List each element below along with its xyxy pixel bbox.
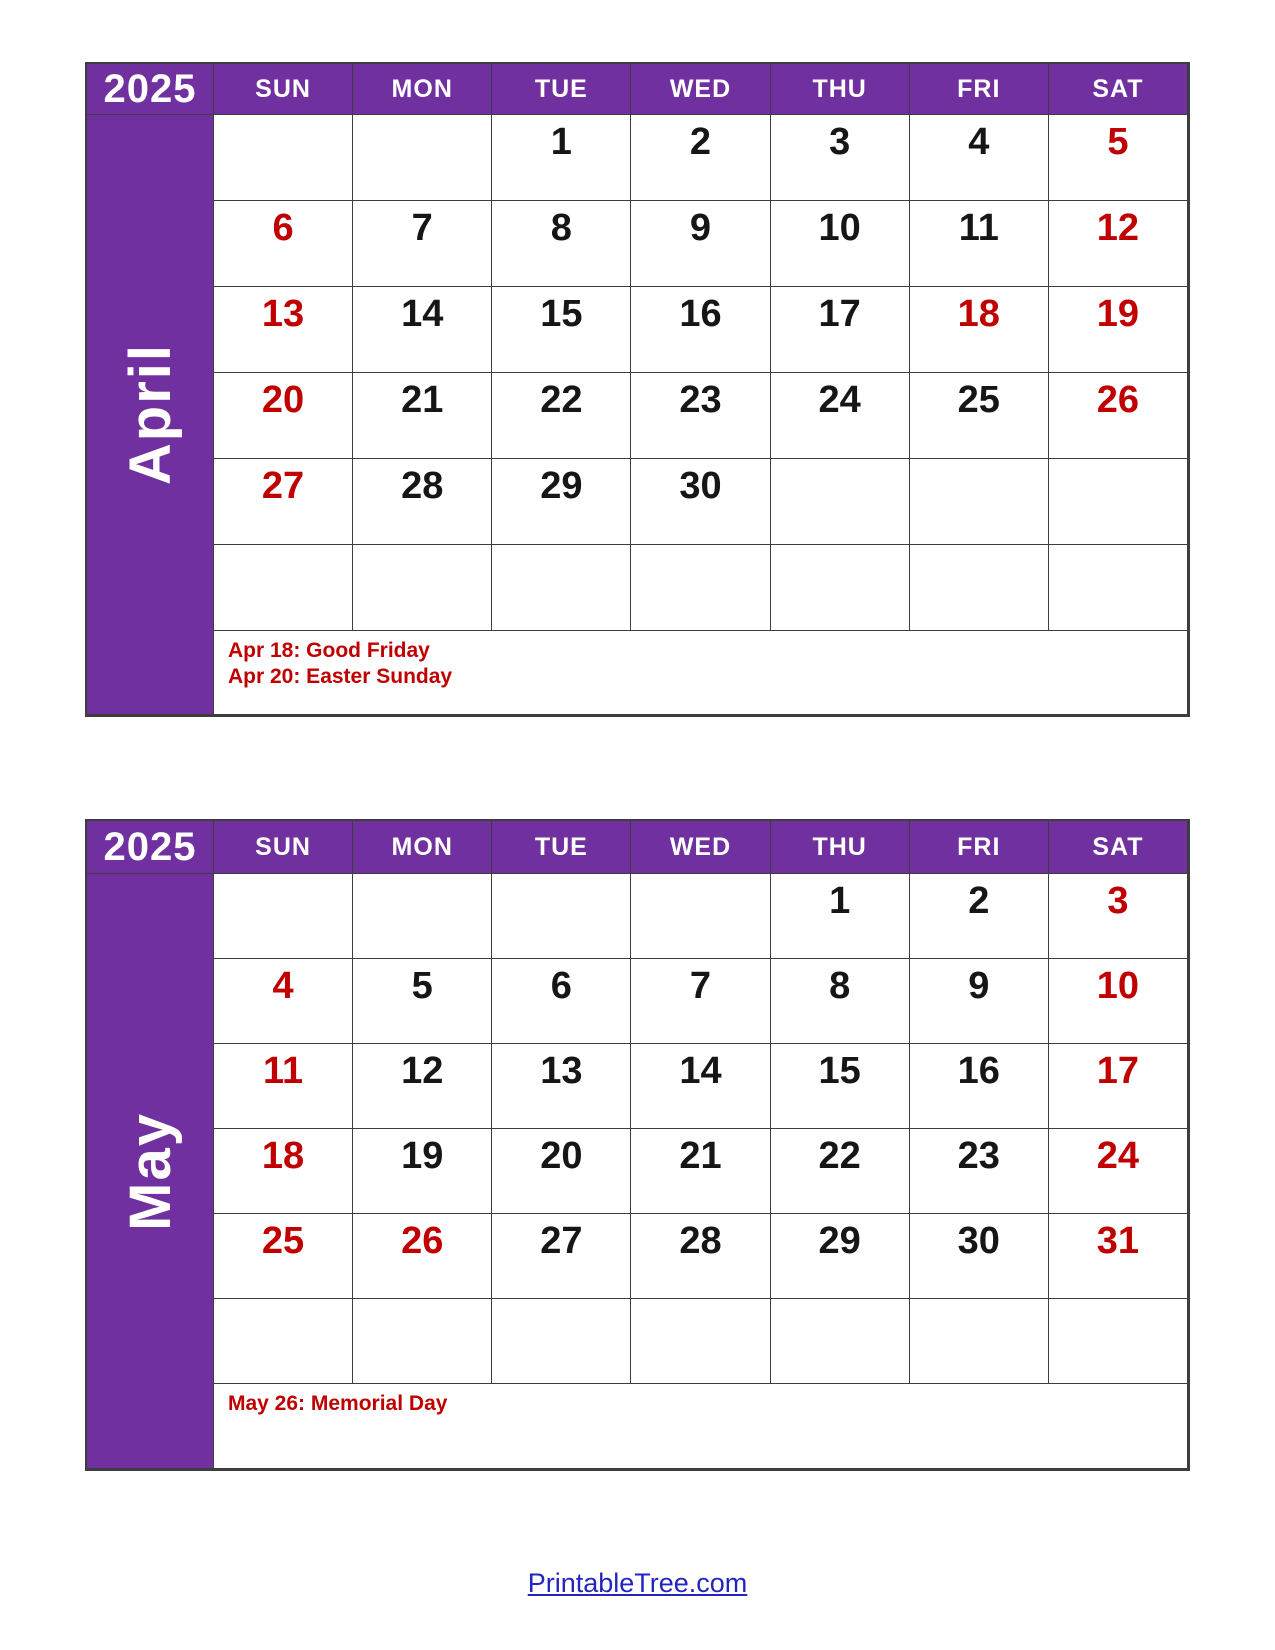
- day-cell-empty: [353, 874, 492, 959]
- day-cell-may-23: [910, 1129, 1049, 1214]
- day-number: 1: [550, 121, 572, 163]
- day-number: 27: [540, 1220, 583, 1262]
- day-number: 3: [1107, 880, 1129, 922]
- day-number: 6: [272, 207, 294, 249]
- weekday-header-sun: SUN: [214, 821, 353, 874]
- day-number: 22: [818, 1135, 861, 1177]
- day-number: 17: [1096, 1050, 1140, 1092]
- day-number: 5: [411, 965, 433, 1007]
- day-cell-april-18: [910, 287, 1049, 373]
- day-cell-empty: [353, 1299, 492, 1384]
- day-cell-may-21: [631, 1129, 770, 1214]
- day-cell-empty: [214, 545, 353, 631]
- day-cell-april-29: [492, 459, 631, 545]
- day-number: 7: [411, 207, 433, 249]
- day-cell-april-26: [1049, 373, 1188, 459]
- month-label: April: [117, 343, 183, 486]
- day-cell-empty: [1049, 545, 1188, 631]
- day-number: 30: [957, 1220, 1000, 1262]
- day-number: 22: [540, 379, 583, 421]
- day-cell-april-10: [771, 201, 910, 287]
- day-cell-april-8: [492, 201, 631, 287]
- day-cell-april-19: [1049, 287, 1188, 373]
- weekday-header-sat: SAT: [1049, 64, 1188, 115]
- calendar-april: [85, 62, 1190, 717]
- footer: [0, 1568, 1275, 1599]
- day-cell-may-4: [214, 959, 353, 1044]
- day-number: 20: [540, 1135, 583, 1177]
- holiday-note: May 26: Memorial Day: [228, 1392, 448, 1415]
- day-cell-april-6: [214, 201, 353, 287]
- day-cell-may-2: [910, 874, 1049, 959]
- day-number: 25: [261, 1220, 305, 1262]
- day-cell-empty: [910, 459, 1049, 545]
- day-cell-may-1: [771, 874, 910, 959]
- day-number: 17: [818, 293, 861, 335]
- day-cell-empty: [353, 115, 492, 201]
- day-number: 18: [261, 1135, 305, 1177]
- day-number: 7: [689, 965, 712, 1007]
- day-number: 10: [1096, 965, 1140, 1007]
- day-cell-may-12: [353, 1044, 492, 1129]
- weekday-header-mon: MON: [353, 821, 492, 874]
- day-number: 16: [679, 293, 722, 335]
- day-cell-april-5: [1049, 115, 1188, 201]
- day-cell-empty: [771, 459, 910, 545]
- weekday-header-tue: TUE: [492, 64, 631, 115]
- holiday-note: Apr 20: Easter Sunday: [228, 665, 453, 688]
- day-number: 15: [818, 1050, 861, 1092]
- day-cell-may-30: [910, 1214, 1049, 1299]
- day-cell-may-19: [353, 1129, 492, 1214]
- day-cell-april-30: [631, 459, 770, 545]
- weekday-header-mon: MON: [353, 64, 492, 115]
- day-cell-empty: [492, 874, 631, 959]
- day-cell-april-28: [353, 459, 492, 545]
- day-number: 1: [829, 880, 851, 922]
- day-number: 19: [401, 1135, 444, 1177]
- day-cell-empty: [910, 1299, 1049, 1384]
- holiday-notes: [214, 1384, 1188, 1469]
- day-cell-empty: [771, 545, 910, 631]
- day-number: 26: [401, 1220, 444, 1262]
- day-cell-april-15: [492, 287, 631, 373]
- day-cell-empty: [1049, 1299, 1188, 1384]
- day-cell-may-8: [771, 959, 910, 1044]
- day-number: 27: [261, 465, 305, 507]
- day-number: 19: [1096, 293, 1140, 335]
- day-cell-april-22: [492, 373, 631, 459]
- day-cell-may-27: [492, 1214, 631, 1299]
- day-cell-april-17: [771, 287, 910, 373]
- day-number: 11: [958, 207, 999, 249]
- day-cell-may-6: [492, 959, 631, 1044]
- day-number: 8: [550, 207, 572, 249]
- day-number: 18: [957, 293, 1000, 335]
- day-cell-april-20: [214, 373, 353, 459]
- day-cell-april-7: [353, 201, 492, 287]
- day-number: 2: [689, 121, 712, 163]
- day-cell-april-24: [771, 373, 910, 459]
- day-cell-empty: [492, 545, 631, 631]
- day-cell-april-27: [214, 459, 353, 545]
- day-cell-empty: [910, 545, 1049, 631]
- month-sidebar: [87, 874, 214, 1469]
- footer-link[interactable]: PrintableTree.com: [527, 1568, 748, 1598]
- weekday-header-thu: THU: [771, 821, 910, 874]
- day-number: 24: [818, 379, 861, 421]
- day-cell-may-5: [353, 959, 492, 1044]
- day-number: 11: [262, 1050, 304, 1092]
- day-number: 9: [689, 207, 712, 249]
- day-cell-empty: [492, 1299, 631, 1384]
- day-number: 28: [679, 1220, 722, 1262]
- day-cell-may-16: [910, 1044, 1049, 1129]
- day-number: 15: [540, 293, 583, 335]
- day-number: 5: [1107, 121, 1129, 163]
- day-cell-empty: [631, 874, 770, 959]
- day-cell-may-25: [214, 1214, 353, 1299]
- day-number: 12: [1096, 207, 1140, 249]
- day-cell-may-31: [1049, 1214, 1188, 1299]
- day-number: 13: [261, 293, 305, 335]
- day-cell-april-23: [631, 373, 770, 459]
- day-number: 23: [679, 379, 722, 421]
- day-cell-empty: [214, 1299, 353, 1384]
- day-number: 30: [679, 465, 722, 507]
- day-cell-may-11: [214, 1044, 353, 1129]
- weekday-header-thu: THU: [771, 64, 910, 115]
- day-cell-empty: [1049, 459, 1188, 545]
- month-sidebar: [87, 115, 214, 715]
- day-cell-april-3: [771, 115, 910, 201]
- weekday-header-sat: SAT: [1049, 821, 1188, 874]
- day-number: 4: [272, 965, 294, 1007]
- day-number: 23: [957, 1135, 1000, 1177]
- day-number: 31: [1096, 1220, 1140, 1262]
- day-number: 25: [957, 379, 1000, 421]
- day-number: 21: [401, 379, 444, 421]
- day-cell-april-12: [1049, 201, 1188, 287]
- day-cell-april-14: [353, 287, 492, 373]
- day-number: 16: [957, 1050, 1000, 1092]
- weekday-header-wed: WED: [631, 821, 770, 874]
- weekday-header-fri: FRI: [910, 64, 1049, 115]
- day-cell-april-13: [214, 287, 353, 373]
- day-number: 24: [1096, 1135, 1140, 1177]
- day-cell-april-16: [631, 287, 770, 373]
- day-cell-may-22: [771, 1129, 910, 1214]
- day-cell-april-9: [631, 201, 770, 287]
- weekday-header-tue: TUE: [492, 821, 631, 874]
- day-cell-may-14: [631, 1044, 770, 1129]
- day-cell-empty: [631, 545, 770, 631]
- day-number: 14: [401, 293, 444, 335]
- weekday-header-fri: FRI: [910, 821, 1049, 874]
- day-cell-may-18: [214, 1129, 353, 1214]
- day-cell-april-21: [353, 373, 492, 459]
- day-number: 28: [401, 465, 444, 507]
- day-cell-may-17: [1049, 1044, 1188, 1129]
- day-cell-empty: [214, 115, 353, 201]
- day-cell-empty: [353, 545, 492, 631]
- day-number: 26: [1096, 379, 1140, 421]
- day-cell-april-11: [910, 201, 1049, 287]
- year-label: 2025: [87, 821, 214, 874]
- day-cell-april-1: [492, 115, 631, 201]
- day-cell-empty: [631, 1299, 770, 1384]
- day-number: 9: [968, 965, 990, 1007]
- day-cell-may-3: [1049, 874, 1188, 959]
- day-cell-april-4: [910, 115, 1049, 201]
- day-cell-may-20: [492, 1129, 631, 1214]
- day-number: 10: [818, 207, 861, 249]
- day-number: 6: [550, 965, 572, 1007]
- calendar-may: [85, 819, 1190, 1471]
- day-number: 2: [968, 880, 990, 922]
- day-cell-may-9: [910, 959, 1049, 1044]
- day-cell-empty: [771, 1299, 910, 1384]
- month-label: May: [117, 1111, 183, 1231]
- holiday-note: Apr 18: Good Friday: [228, 639, 430, 662]
- weekday-header-sun: SUN: [214, 64, 353, 115]
- day-cell-may-7: [631, 959, 770, 1044]
- day-cell-april-2: [631, 115, 770, 201]
- day-cell-may-24: [1049, 1129, 1188, 1214]
- weekday-header-wed: WED: [631, 64, 770, 115]
- day-number: 13: [540, 1050, 583, 1092]
- day-number: 3: [829, 121, 851, 163]
- day-cell-may-26: [353, 1214, 492, 1299]
- day-number: 21: [679, 1135, 722, 1177]
- day-cell-april-25: [910, 373, 1049, 459]
- year-label: 2025: [87, 64, 214, 115]
- day-number: 14: [679, 1050, 722, 1092]
- day-cell-may-10: [1049, 959, 1188, 1044]
- day-number: 20: [261, 379, 305, 421]
- day-cell-may-28: [631, 1214, 770, 1299]
- day-cell-may-15: [771, 1044, 910, 1129]
- day-number: 29: [818, 1220, 861, 1262]
- day-number: 29: [540, 465, 583, 507]
- day-number: 12: [401, 1050, 444, 1092]
- day-cell-may-13: [492, 1044, 631, 1129]
- day-number: 8: [829, 965, 851, 1007]
- day-number: 4: [968, 121, 990, 163]
- day-cell-may-29: [771, 1214, 910, 1299]
- holiday-notes: [214, 631, 1188, 715]
- day-cell-empty: [214, 874, 353, 959]
